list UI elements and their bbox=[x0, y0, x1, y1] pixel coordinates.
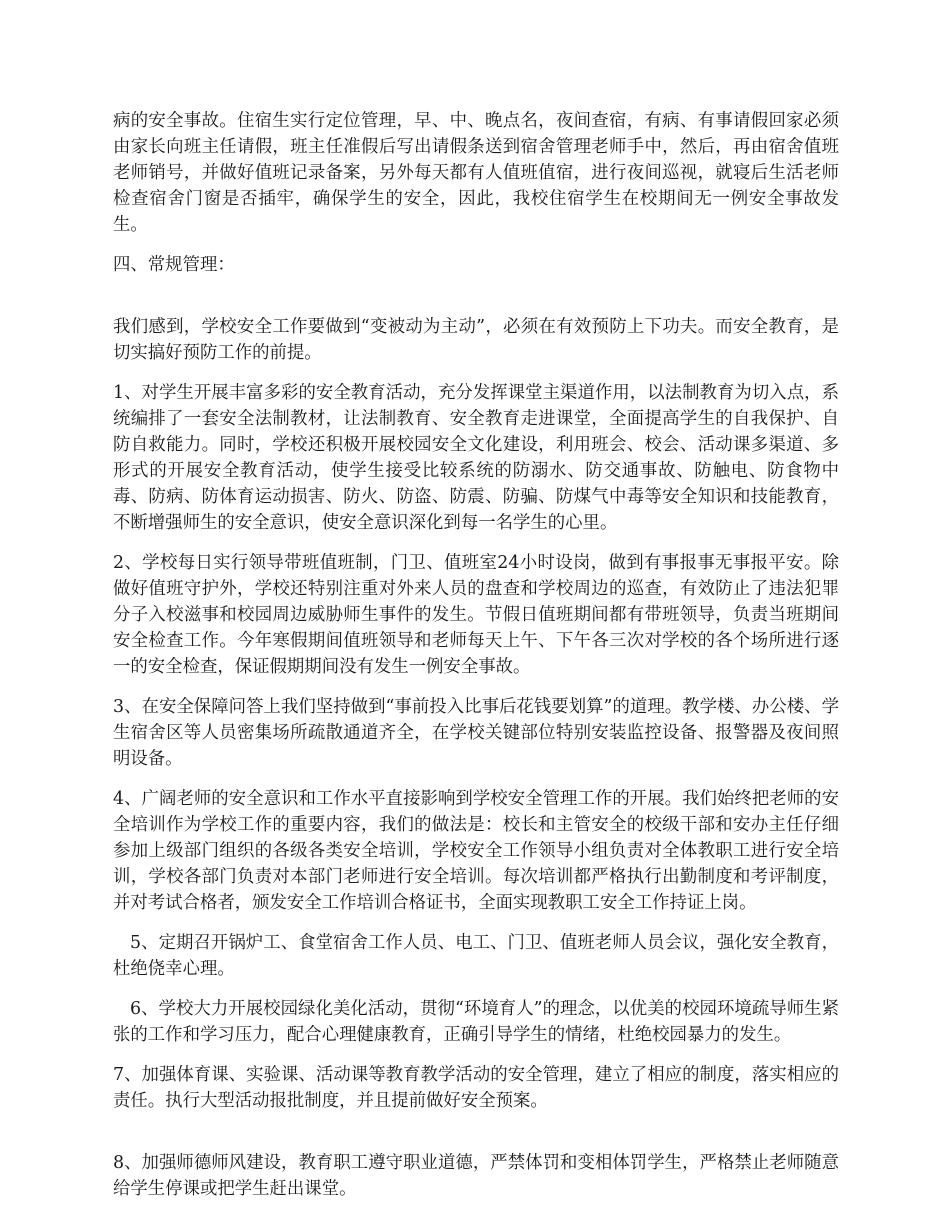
paragraph-item-3: 3、在安全保障问答上我们坚持做到“事前投入比事后花钱要划算”的道理。教学楼、办公楼、学生宿舍区等人员密集场所疏散通道齐全，在学校关键部位特别安装监控设备、报警器及夜间照明设备。 bbox=[113, 697, 839, 769]
paragraph-item-4: 4、广阔老师的安全意识和工作水平直接影响到学校安全管理工作的开展。我们始终把老师的安全培训作为学校工作的重要内容，我们的做法是：校长和主管安全的校级干部和安办主任仔细参加上级部门组织的各级各类安全培训，学校安全工作领导小组负责对全体教职工进行安全培训，学校各部门负责对本部门老师进行安全培训。每次培训都严格执行出勤制度和考评制度，并对考试合格者，颁发安全工作培训合格证书，全面实现教职工安全工作持证上岗。 bbox=[113, 789, 839, 913]
paragraph-item-8: 8、加强师德师风建设，教育职工遵守职业道德，严禁体罚和变相体罚学生，严格禁止老师随意给学生停课或把学生赶出课堂。 bbox=[113, 1153, 839, 1199]
paragraph-item-5: 5、定期召开锅炉工、食堂宿舍工作人员、电工、门卫、值班老师人员会议，强化安全教育，杜绝侥幸心理。 bbox=[113, 933, 839, 979]
paragraph-dormitory-safety: 病的安全事故。住宿生实行定位管理，早、中、晚点名，夜间查宿，有病、有事请假回家必须由家长向班主任请假，班主任准假后写出请假条送到宿舍管理老师手中，然后，再由宿舍值班老师销号，并做好值班记录备案，另外每天都有人值班值宿，进行夜间巡视，就寝后生活老师检查宿舍门窗是否插牢，确保学生的安全，因此，我校住宿学生在校期间无一例安全事故发生。 bbox=[113, 111, 839, 235]
section-heading-routine-management: 四、常规管理： bbox=[113, 255, 235, 275]
paragraph-item-2: 2、学校每日实行领导带班值班制，门卫、值班室24小时设岗，做到有事报事无事报平安。除做好值班守护外，学校还特别注重对外来人员的盘查和学校周边的巡查，有效防止了违法犯罪分子入校滋事和校园周边威胁师生事件的发生。节假日值班期间都有带班领导，负责当班期间安全检查工作。今年寒假期间值班领导和老师每天上午、下午各三次对学校的各个场所进行逐一的安全检查，保证假期期间没有发生一例安全事故。 bbox=[113, 553, 839, 677]
paragraph-prevention-intro: 我们感到，学校安全工作要做到“变被动为主动”，必须在有效预防上下功夫。而安全教育，是切实搞好预防工作的前提。 bbox=[113, 317, 839, 363]
paragraph-item-6: 6、学校大力开展校园绿化美化活动，贯彻“环境育人”的理念，以优美的校园环境疏导师生紧张的工作和学习压力，配合心理健康教育，正确引导学生的情绪，杜绝校园暴力的发生。 bbox=[113, 999, 839, 1045]
paragraph-item-1: 1、对学生开展丰富多彩的安全教育活动，充分发挥课堂主渠道作用，以法制教育为切入点，系统编排了一套安全法制教材，让法制教育、安全教育走进课堂，全面提高学生的自我保护、自防自救能力。同时，学校还积极开展校园安全文化建设，利用班会、校会、活动课多渠道、多形式的开展安全教育活动，使学生接受比较系统的防溺水、防交通事故、防触电、防食物中毒、防病、防体育运动损害、防火、防盗、防震、防骗、防煤气中毒等安全知识和技能教育，不断增强师生的安全意识，使安全意识深化到每一名学生的心里。 bbox=[113, 383, 839, 533]
paragraph-item-7: 7、加强体育课、实验课、活动课等教育教学活动的安全管理，建立了相应的制度，落实相应的责任。执行大型活动报批制度，并且提前做好安全预案。 bbox=[113, 1065, 839, 1111]
document-body bbox=[113, 108, 839, 1202]
